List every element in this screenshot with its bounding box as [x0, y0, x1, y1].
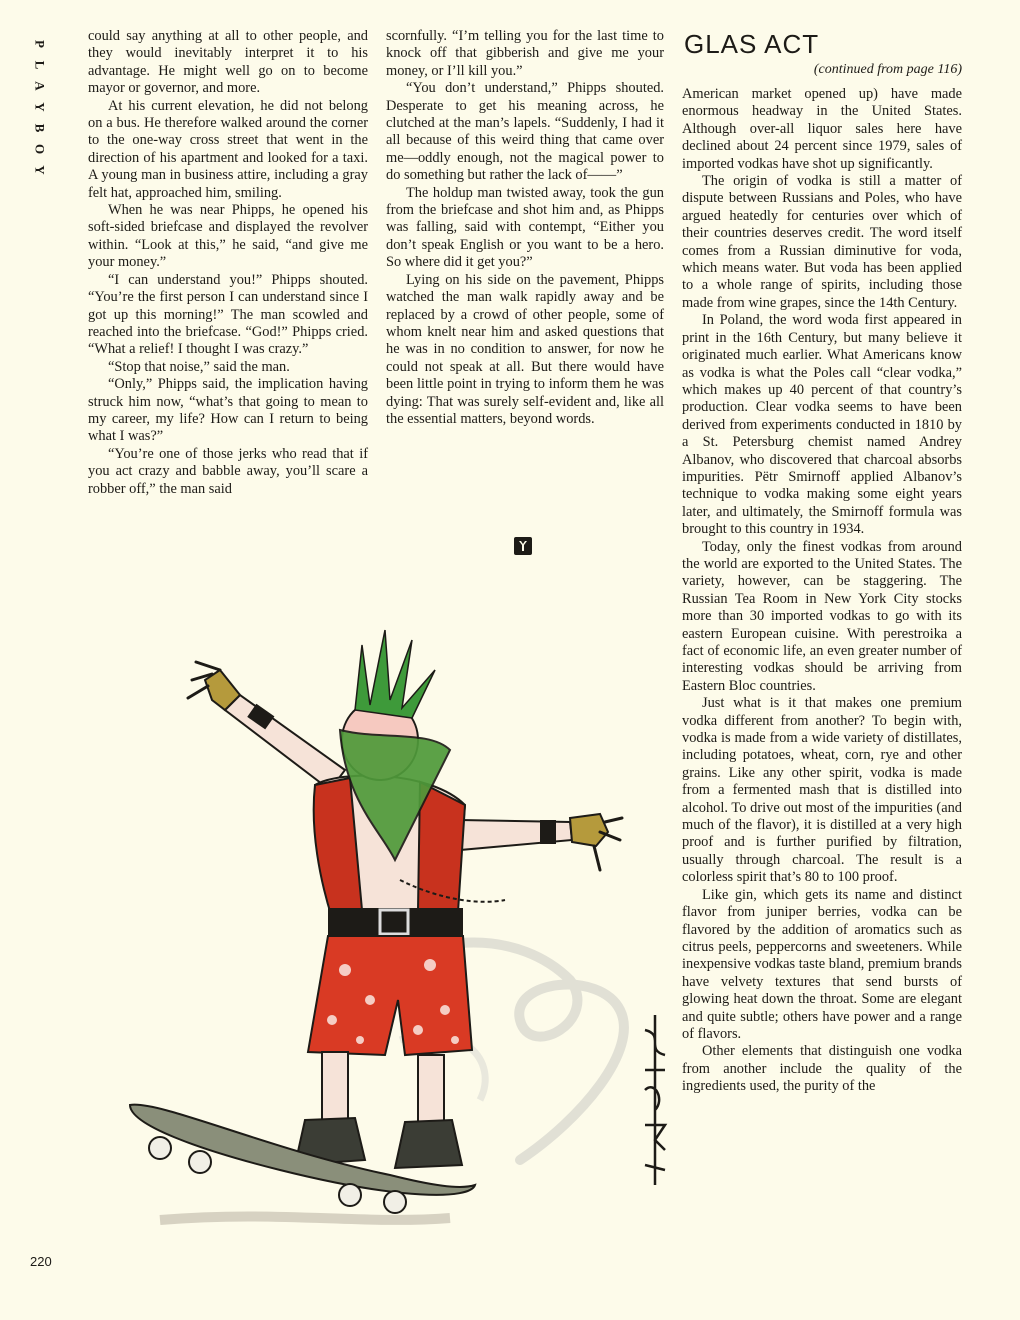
paragraph: “Stop that noise,” said the man.	[108, 358, 290, 375]
masthead-letter: A	[32, 81, 48, 92]
paragraph: scornfully. “I’m telling you for the last time to knock off that gibberish and give me your money, or I’ll kill you.”	[386, 28, 664, 79]
masthead-letter: B	[32, 123, 48, 134]
paragraph: “I can understand you!” Phipps shouted. “You’re the first person I can understand since I got up this morning!” The man scowled and reached into the briefcase. “God!” Phipps cried. “What a relief! I thought I was crazy.”	[88, 271, 368, 358]
sidebar-title: GLAS ACT	[684, 29, 820, 59]
paragraph: Other elements that distinguish one vodka from another include the quality of the ingredients used, the purity of the	[682, 1043, 962, 1095]
story-column-2	[386, 28, 664, 428]
paragraph: The holdup man twisted away, took the gun from the briefcase and shot him and, as Phipps was falling, said with contempt, “Either you don’t speak English or you want to be a hero. So where did it get you?”	[386, 184, 664, 271]
continued-line: (continued from page 116)	[813, 62, 962, 77]
paragraph: Just what is it that makes one premium vodka different from another? To begin with, vodka is made from a wide variety of distillates, including potatoes, wheat, corn, rye and other grains. Like any other spirit, vodka is made from a fermented mash that is distilled into alcohol. To drive out most of the impurities (and much of the flavor), it is distilled at a very high proof and is further purified by filtration, usually through charcoal. The result is a colorless spirit that’s 80 to 100 proof.	[682, 695, 962, 886]
sidebar-column	[682, 86, 962, 1096]
punk-skateboarder-illustration	[100, 600, 660, 1250]
paragraph: In Poland, the word woda first appeared in print in the 16th Century, but many believe it originated much earlier. What Americans know as vodka is what the Poles call “clear vodka,” which makes up 40 percent of that country’s production. Clear vodka seems to have been derived from experiments conducted in 1810 by a St. Petersburg chemist named Andrey Albanov, who discovered that charcoal absorbs impurities. Pëtr Smirnoff applied Albanov’s technique to vodka making some eight years later, and ultimately, the Smirnoff formula was brought to this country in 1934.	[682, 312, 962, 538]
masthead-vertical	[30, 34, 50, 181]
paragraph: When he was near Phipps, he opened his soft-sided briefcase and displayed the revolver within. “Look at this,” he said, “and give me your money.”	[88, 202, 368, 271]
paragraph: American market opened up) have made enormous headway in the United States. Although over-all liquor sales here have declined about 24 percent since 1979, sales of imported vodkas have shot up significantly.	[682, 86, 962, 172]
masthead-letter: O	[32, 143, 48, 156]
story-column-1	[88, 28, 368, 498]
paragraph: The origin of vodka is still a matter of dispute between Russians and Poles, who have argued heatedly for centuries over which of their countries deserves credit. The word itself comes from a Russian diminutive for voda, which means water. But voda has been applied to a whole range of spirits, including those made from wine grapes, since the 14th Century.	[682, 173, 962, 311]
paragraph: “You’re one of those jerks who read that if you act crazy and babble away, you’ll scare a robber off,” the man said	[88, 445, 368, 497]
paragraph: “You don’t understand,” Phipps shouted. Desperate to get his meaning across, he clutched at the man’s lapels. “Suddenly, I had it all because of this weird thing that came over me—oddly enough, not the magical power to do something but rather the lack of——”	[386, 80, 664, 184]
masthead-letter: P	[32, 40, 48, 49]
paragraph: Like gin, which gets its name and distinct flavor from juniper berries, vodka can be flavored by the addition of aromatics such as citrus peels, peppercorns and sweeteners. While inexpensive vodkas taste bland, premium brands have velvety textures that send bursts of glowing heat down the throat. Some are elegant and quite subtle; others have power and a range of flavors.	[682, 886, 962, 1042]
paragraph: could say anything at all to other people, and they would inevitably interpret it to his advantage. He might well go on to become mayor or governor, and more.	[88, 28, 368, 97]
masthead-letter: Y	[32, 102, 48, 113]
masthead-letter: L	[32, 60, 48, 71]
paragraph: “Only,” Phipps said, the implication having struck him now, “what’s that going to mean to my career, my life? How can I return to being what I was?”	[88, 376, 368, 445]
end-mark-icon	[514, 537, 532, 555]
page-number: 220	[30, 1254, 52, 1269]
paragraph: At his current elevation, he did not belong on a bus. He therefore walked around the corner to the one-way cross street that went in the direction of his apartment and looked for a taxi. A young man in business attire, including a gray felt hat, approached him, smiling.	[88, 97, 368, 201]
artist-signature	[640, 1010, 670, 1190]
masthead-letter: Y	[32, 165, 48, 176]
paragraph: Today, only the finest vodkas from around the world are exported to the United States. The variety, however, can be staggering. The Russian Tea Room in New York City stocks more than 30 imported vodkas to go with its eastern European cuisine. With perestroika a fact of economic life, an even greater number of interesting vodkas should be arriving from Eastern Bloc countries.	[682, 538, 962, 694]
paragraph: Lying on his side on the pavement, Phipps watched the man walk rapidly away and be replaced by a crowd of other people, some of whom knelt near him and asked questions that he was in no condition to answer, for now he could not speak at all. But there would have been little point in trying to inform them he was dying: That was surely self-evident and, like all the essential matters, beyond words.	[386, 271, 664, 427]
